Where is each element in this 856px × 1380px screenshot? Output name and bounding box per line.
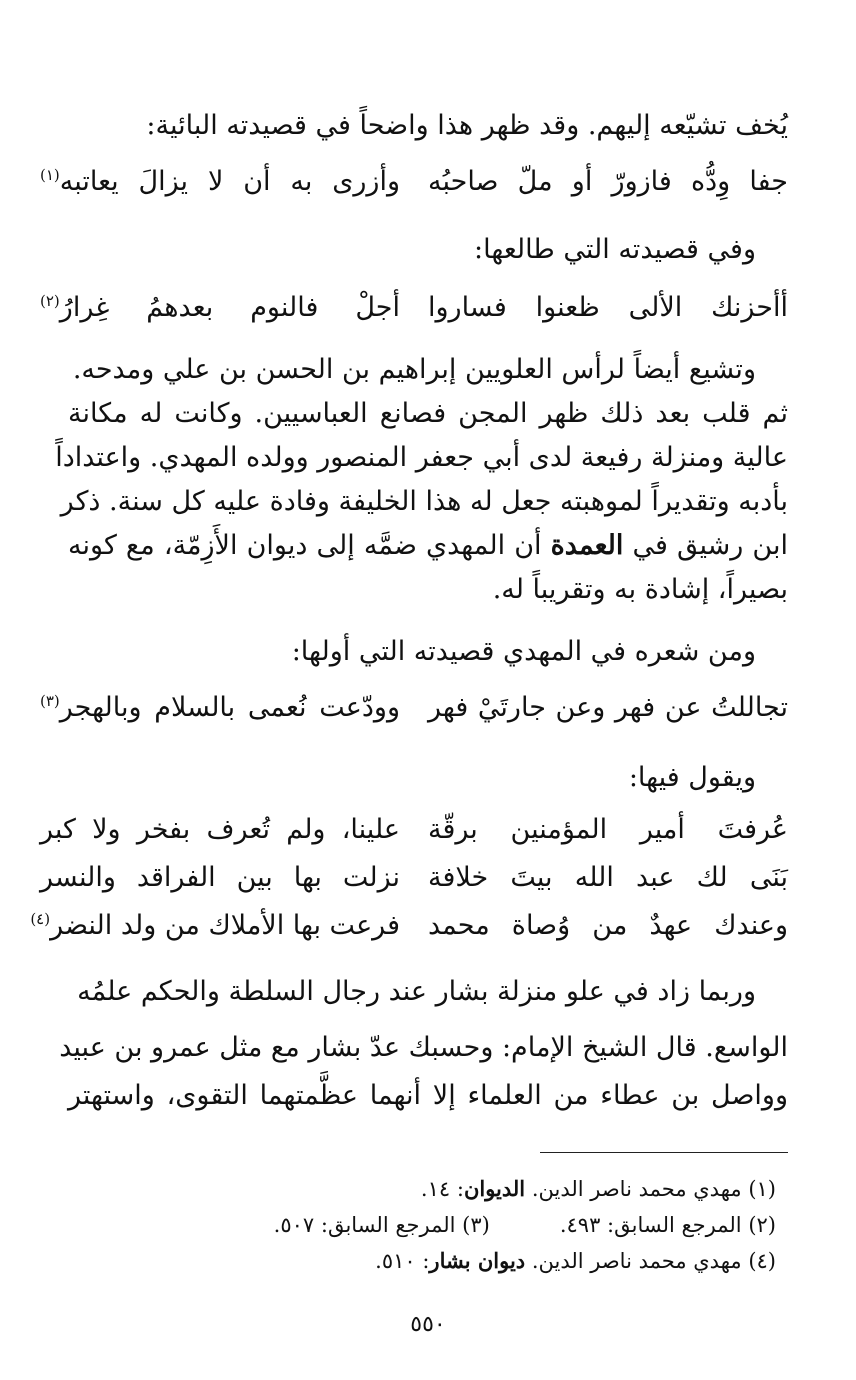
body-line: وواصل بن عطاء من العلماء إلا أنهما عظَّمتهما التقوى، واستهتر: [68, 1080, 788, 1111]
verse-first-hemistich: أأحزنك الألى ظعنوا فساروا: [428, 292, 788, 323]
body-line: بصيراً، إشادة به وتقريباً له.: [492, 574, 788, 605]
verse-first-hemistich: جفا وِدُّه فازورّ أو ملّ صاحبُه: [428, 166, 788, 197]
book-title: العمدة: [550, 530, 624, 561]
verse-second-hemistich: نزلت بها بين الفراقد والنسر: [40, 862, 400, 893]
footnote-marker: (١): [40, 166, 60, 184]
body-line: عالية ومنزلة رفيعة لدى أبي جعفر المنصور وولده المهدي. واعتداداً: [55, 442, 788, 473]
body-line: الواسع. قال الشيخ الإمام: وحسبك عدّ بشار مع مثل عمرو بن عبيد: [59, 1032, 788, 1063]
poem-verse: [40, 856, 788, 900]
body-line: وتشيع أيضاً لرأس العلويين إبراهيم بن الحسن بن علي ومدحه.: [72, 354, 756, 385]
footnote: (٣) المرجع السابق: ٥٠٧.: [273, 1213, 490, 1237]
poem-verse: [40, 286, 788, 330]
verse-first-hemistich: تجاللتُ عن فهر وعن جارتَيْ فهر: [428, 692, 788, 723]
body-line: ويقول فيها:: [628, 762, 756, 793]
verse-first-hemistich: عُرفتَ أمير المؤمنين برقّة: [428, 814, 788, 845]
body-line: وفي قصيدته التي طالعها:: [474, 234, 756, 265]
footnote: (٤) مهدي محمد ناصر الدين. ديوان بشار: ٥١٠.: [375, 1248, 776, 1273]
poem-verse: [40, 686, 788, 730]
verse-first-hemistich: وعندك عهدٌ من وُصاة محمد: [428, 910, 788, 941]
verse-second-hemistich: وودّعت نُعمى بالسلام وبالهجر$^{(٣)}$: [40, 692, 400, 723]
body-line: ومن شعره في المهدي قصيدته التي أولها:: [291, 636, 756, 667]
footnote-marker: (٤): [30, 910, 51, 928]
page-number: ٥٥٠: [410, 1312, 446, 1337]
body-line: بأدبه وتقديراً لموهبته جعل له هذا الخليفة وفادة عليه كل سنة. ذكر: [60, 486, 788, 517]
footnote-marker: (٢): [40, 292, 60, 310]
verse-second-hemistich: فرعت بها الأملاك من ولد النضر$^{(٤)}$: [30, 910, 400, 941]
footnote: (٢) المرجع السابق: ٤٩٣.(٣) المرجع السابق: ٥٠٧.: [274, 1210, 776, 1240]
poem-verse: [30, 904, 788, 948]
verse-second-hemistich: وأزرى به أن لا يزالَ يعاتبه$^{(١)}$: [40, 166, 400, 197]
body-line: وربما زاد في علو منزلة بشار عند رجال السلطة والحكم علمُه: [77, 976, 756, 1007]
verse-first-hemistich: بَنَى لك عبد الله بيتَ خلافة: [428, 862, 788, 893]
body-line: ثم قلب بعد ذلك ظهر المجن فصانع العباسيين. وكانت له مكانة: [68, 398, 788, 429]
body-line: ابن رشيق في العمدة أن المهدي ضمَّه إلى ديوان الأَزِمّة، مع كونه: [68, 530, 788, 561]
poem-verse: [40, 808, 788, 852]
footnote-separator: [540, 1152, 788, 1153]
body-line: يُخف تشيّعه إليهم. وقد ظهر هذا واضحاً في قصيدته البائية:: [146, 110, 788, 141]
verse-second-hemistich: أجلْ فالنوم بعدهمُ غِرارُ$^{(٢)}$: [40, 292, 400, 323]
poem-verse: [40, 160, 788, 204]
footnote: (١) مهدي محمد ناصر الدين. الديوان: ١٤.: [420, 1176, 776, 1201]
footnote-marker: (٣): [40, 692, 60, 710]
verse-second-hemistich: علينا، ولم تُعرف بفخر ولا كبر: [40, 814, 400, 845]
